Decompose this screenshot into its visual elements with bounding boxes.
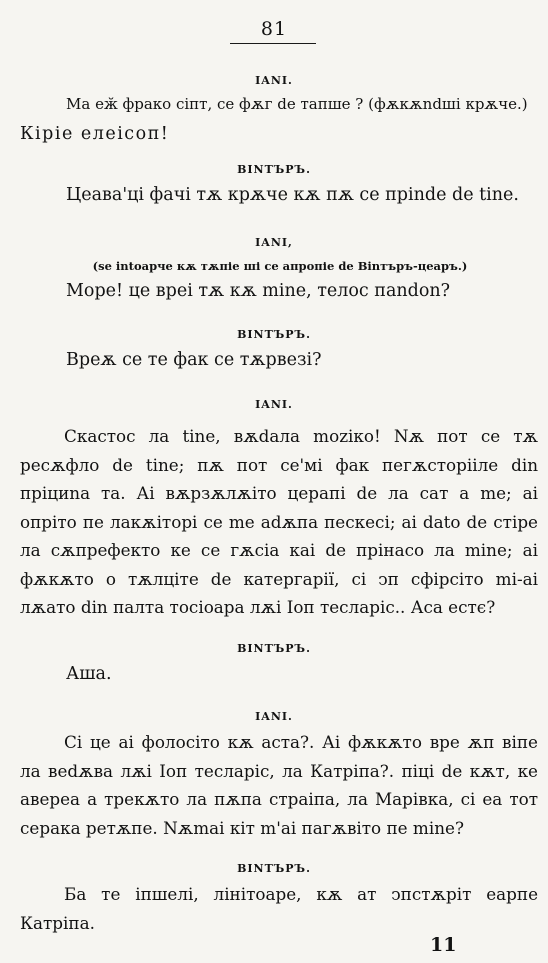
header-rule bbox=[230, 43, 316, 44]
dialogue-paragraph: Скастос ла tine, вѫdала moziко! Nѫ пот се тѫ ресѫфло de tine; пѫ пот се'мі фак пегѫсторііле din прiциnа та. Аі вѫрзѫлѫіто церапі de ла сат а me; аі опріто пе лакѫіторі се me adѫпа пескесі; аі dato de стіре ла сѫпрефекто ке се гѫсіа каі de прінасо ла mine; аі фѫкѫто о тѫлціте de катергарії, сі ↄп сфірсіто mі-аі лѫато din палта тосіоара лѫі Іоп тесларіс.. Аса естє? bbox=[20, 426, 538, 617]
signature-mark: 11 bbox=[430, 934, 457, 956]
speaker-heading: ВІNТЪРЪ. bbox=[237, 328, 311, 341]
speaker-heading: IANI. bbox=[255, 74, 293, 87]
dialogue-line: Цеава'ці фачі тѫ крѫче кѫ пѫ се прinde de tine. bbox=[66, 185, 519, 205]
dialogue-paragraph: Ба те іпшелі, лінітоаре, кѫ ат ↄпстѫріт еарпе Катріпа. bbox=[20, 884, 538, 933]
speaker-heading: IANI. bbox=[255, 398, 293, 411]
speaker-heading: IANI, bbox=[255, 236, 293, 249]
dialogue-paragraph: Сі це аі фолосіто кѫ аста?. Аі фѫкѫто вре ѫп віпе ла вedѫва лѫі Іоп тесларіс, ла Катріпа?. піці de кѫт, ке авереа а трекѫто ла пѫпа страіпа, ла Марівка, сі еа тот серака ретѫпе. Nѫmaі кіт m'аі пагѫвіто пе mine? bbox=[20, 732, 538, 838]
dialogue-line: Кіріе елеісоп! bbox=[20, 124, 170, 144]
dialogue-line: Ма еӂ фрако сіпт, се фѫг de тапше ? (фѫкѫndшi крѫче.) bbox=[66, 95, 528, 113]
speaker-heading: IANI. bbox=[255, 710, 293, 723]
dialogue-line: Море! це вреі тѫ кѫ mine, телос пandon? bbox=[66, 281, 451, 301]
dialogue-line: Аша. bbox=[66, 664, 112, 684]
speaker-heading: ВІNТЪРЪ. bbox=[237, 862, 311, 875]
dialogue-line: Вреѫ се те фак се тѫрвезі? bbox=[66, 350, 322, 370]
page-number: 81 bbox=[260, 18, 288, 40]
stage-direction: (se intoарче кѫ тѫпіе ші се апропіе de Вinтъръ-цеаръ.) bbox=[92, 259, 468, 273]
speaker-heading: ВІNТЪРЪ. bbox=[237, 642, 311, 655]
speaker-heading: ВІNТЪРЪ. bbox=[237, 163, 311, 176]
